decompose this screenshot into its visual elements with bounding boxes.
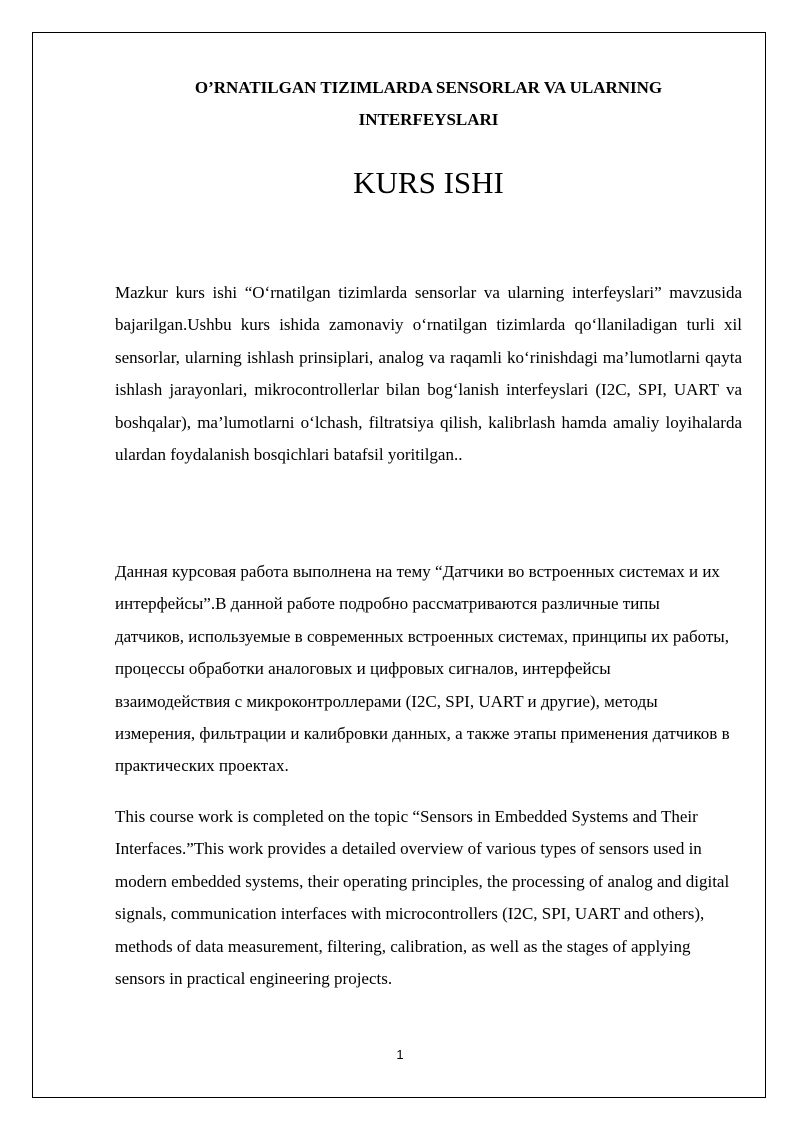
abstract-russian: Данная курсовая работа выполнена на тему “Датчики во встроенных системах и их интерфейсы”.В данной работе подробно рассматриваются различные типы датчиков, используемые в современных встроенных системах, принципы их работы, процессы обработки аналоговых и цифровых сигналов, интерфейсы взаимодействия с микроконтроллерами (I2C, SPI, UART и другие), методы измерения, фильтрации и калибровки данных, а также этапы применения датчиков в практических проектах. [115,562,730,776]
document-title-line-1: O’RNATILGAN TIZIMLARDA SENSORLAR VA ULARNING [194,78,663,97]
abstract-uzbek: Mazkur kurs ishi “O‘rnatilgan tizimlarda sensorlar va ularning interfeyslari” mavzusida bajarilgan.Ushbu kurs ishida zamonaviy o‘rnatilgan tizimlarda qo‘llaniladigan turli xil sensorlar, ularning ishlash prinsiplari, analog va raqamli ko‘rinishdagi ma’lumotlarni qayta ishlash jarayonlari, mikrocontrollerlar bilan bog‘lanish interfeyslari (I2C, SPI, UART va boshqalar), ma’lumotlarni o‘lchash, filtratsiya qilish, kalibrlash hamda amaliy loyihalarda ulardan foydalanish bosqichlari batafsil yoritilgan.. [115,283,742,465]
abstract-english: This course work is completed on the topic “Sensors in Embedded Systems and Their Interfaces.”This work provides a detailed overview of various types of sensors used in modern embedded systems, their operating principles, the processing of analog and digital signals, communication interfaces with microcontrollers (I2C, SPI, UART and others), methods of data measurement, filtering, calibration, as well as the stages of applying sensors in practical engineering projects. [115,807,730,989]
page-number: 1 [396,1047,404,1062]
document-title-line-2: INTERFEYSLARI [358,110,499,129]
document-subtitle: KURS ISHI [353,165,504,200]
